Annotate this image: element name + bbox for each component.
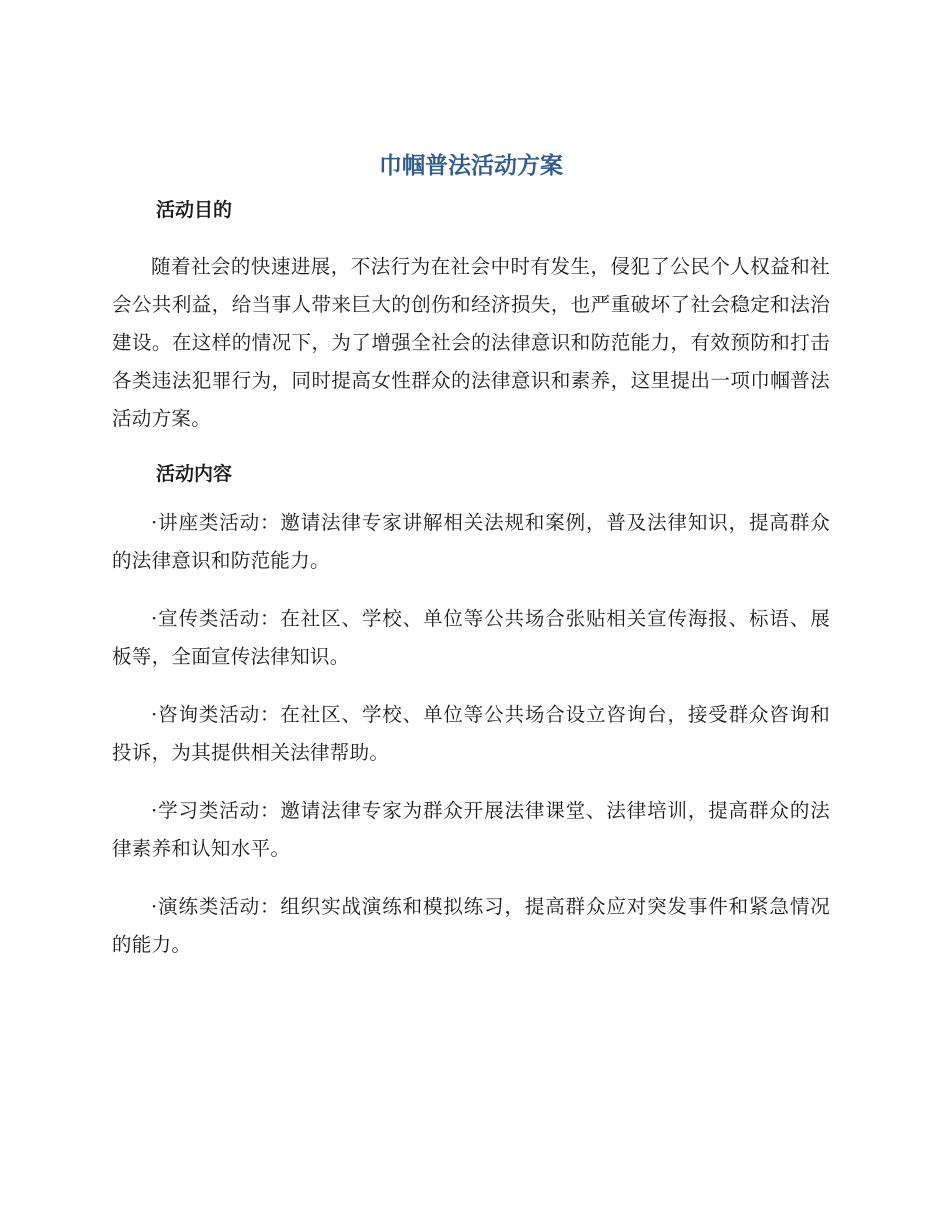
list-item: ·演练类活动：组织实战演练和模拟练习，提高群众应对突发事件和紧急情况的能力。: [112, 895, 830, 956]
list-item: ·宣传类活动：在社区、学校、单位等公共场合张贴相关宣传海报、标语、展板等，全面宣传法律知识。: [112, 607, 830, 668]
document-page: [112, 140, 830, 984]
section-heading-purpose: 活动目的: [156, 199, 233, 221]
list-item: ·咨询类活动：在社区、学校、单位等公共场合设立咨询台，接受群众咨询和投诉，为其提供相关法律帮助。: [112, 703, 830, 764]
activity-list: [112, 504, 830, 964]
purpose-paragraph: 随着社会的快速进展，不法行为在社会中时有发生，侵犯了公民个人权益和社会公共利益，给当事人带来巨大的创伤和经济损失，也严重破坏了社会稳定和法治建设。在这样的情况下，为了增强全社会的法律意识和防范能力，有效预防和打击各类违法犯罪行为，同时提高女性群众的法律意识和素养，这里提出一项巾帼普法活动方案。: [112, 255, 830, 430]
section-heading-content: 活动内容: [156, 463, 233, 485]
list-item: ·讲座类活动：邀请法律专家讲解相关法规和案例，普及法律知识，提高群众的法律意识和防范能力。: [112, 511, 830, 572]
document-title: 巾帼普法活动方案: [379, 153, 563, 179]
list-item: ·学习类活动：邀请法律专家为群众开展法律课堂、法律培训，提高群众的法律素养和认知水平。: [112, 799, 830, 860]
